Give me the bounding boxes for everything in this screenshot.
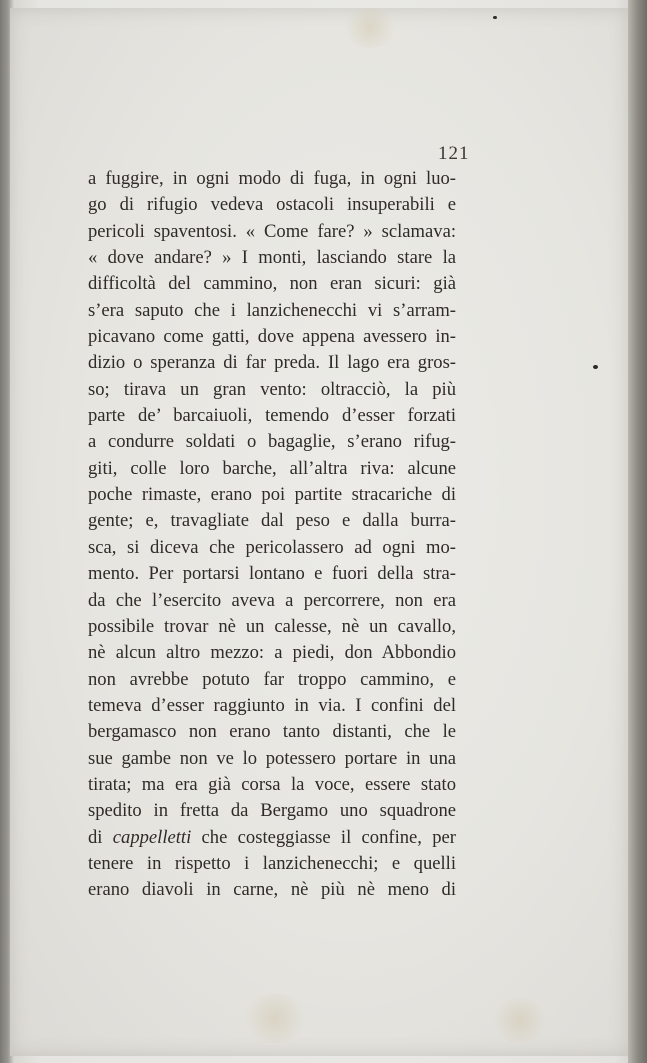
text-fragment: che costeggiasse il confine, per <box>191 826 456 848</box>
text-line: difficoltà del cammino, non eran sicuri: già <box>88 273 456 295</box>
book-edge <box>628 0 647 1063</box>
text-line: parte de’ barcaiuoli, temendo d’esser forzati <box>88 405 456 427</box>
text-line: a fuggire, in ogni modo di fuga, in ogni luo- <box>88 168 456 189</box>
text-line: « dove andare? » I monti, lasciando stare la <box>88 247 456 269</box>
text-line-with-italic <box>88 825 456 851</box>
text-line: tirata; ma era già corsa la voce, essere stato <box>88 773 456 795</box>
text-line: sca, si diceva che pericolassero ad ogni mo- <box>88 536 456 558</box>
paper-stain <box>340 8 400 48</box>
italic-term: cappelletti <box>112 826 192 848</box>
page-number: 121 <box>438 143 470 164</box>
text-line: s’era saputo che i lanzichenecchi vi s’arram- <box>88 299 456 321</box>
text-line: picavano come gatti, dove appena avessero in- <box>88 326 456 348</box>
text-line: possibile trovar nè un calesse, nè un cavallo, <box>88 615 456 637</box>
text-line: da che l’esercito aveva a percorrere, non era <box>88 589 456 611</box>
text-line: nè alcun altro mezzo: a piedi, don Abbondio <box>88 642 456 664</box>
text-line: go di rifugio vedeva ostacoli insuperabili e <box>88 194 456 216</box>
text-line: gente; e, travagliate dal peso e dalla burra- <box>88 510 456 532</box>
body-text <box>88 166 456 904</box>
text-line: tenere in rispetto i lanzichenecchi; e quelli <box>88 852 456 874</box>
text-line: poche rimaste, erano poi partite stracariche di <box>88 484 456 506</box>
ink-speck <box>493 16 497 19</box>
text-line: erano diavoli in carne, nè più nè meno di <box>88 879 456 901</box>
text-line: temeva d’esser raggiunto in via. I confini del <box>88 694 456 716</box>
paper-stain <box>240 993 310 1043</box>
ink-speck <box>593 365 598 369</box>
text-line: a condurre soldati o bagaglie, s’erano rifug- <box>88 431 456 453</box>
text-line: so; tirava un gran vento: oltracciò, la più <box>88 378 456 400</box>
paper-stain <box>490 998 550 1043</box>
text-line: non avrebbe potuto far troppo cammino, e <box>88 668 456 690</box>
text-line: spedito in fretta da Bergamo uno squadrone <box>88 800 456 822</box>
text-line: giti, colle loro barche, all’altra riva: alcune <box>88 457 456 479</box>
text-line: sue gambe non ve lo potessero portare in una <box>88 747 456 769</box>
text-line: dizio o speranza di far preda. Il lago era gros- <box>88 352 456 374</box>
text-line: bergamasco non erano tanto distanti, che le <box>88 721 456 743</box>
text-fragment: di <box>88 826 113 848</box>
text-line: pericoli spaventosi. « Come fare? » sclamava: <box>88 220 456 242</box>
text-line: mento. Per portarsi lontano e fuori della stra- <box>88 563 456 585</box>
